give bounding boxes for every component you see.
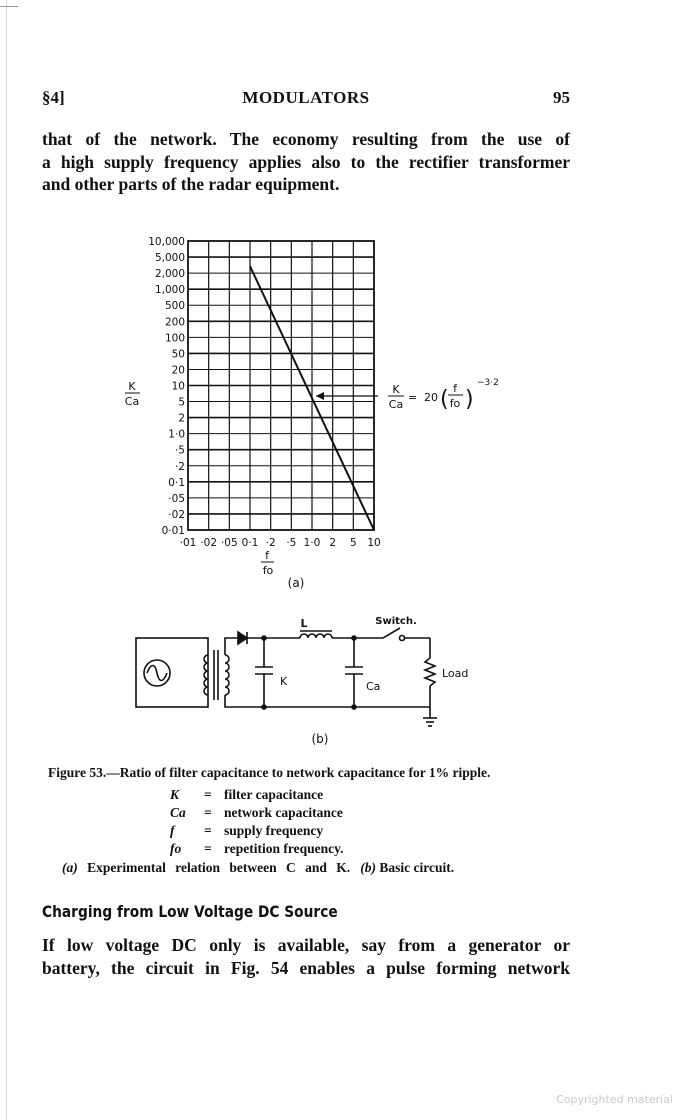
formula-frac-den: fo: [449, 397, 461, 410]
caption-text: —Ratio of filter capacitance to network capacitance for 1% ripple.: [106, 765, 491, 780]
definition-row: [170, 786, 344, 804]
subcaption-a-tag: (a): [62, 860, 78, 875]
subcaption-b-tag: (b): [360, 860, 376, 875]
y-tick-label: 20: [171, 364, 185, 377]
body-paragraph: [42, 934, 570, 979]
xlabel-numerator: f: [265, 549, 269, 562]
junction-dot: [262, 636, 266, 640]
y-tick-label: 2,000: [154, 268, 185, 281]
x-tick-label: ·05: [220, 537, 238, 549]
formula-coefficient: 20: [424, 391, 438, 404]
definition-row: [170, 840, 344, 858]
subcaption-b: [360, 860, 454, 875]
definition-row: [170, 804, 344, 822]
y-tick-label: 10,000: [148, 236, 185, 248]
y-tick-label: 1,000: [154, 284, 185, 297]
load-label: Load: [442, 667, 469, 680]
x-tick-label: ·2: [265, 537, 276, 549]
x-tick-labels: [180, 537, 381, 549]
y-tick-label: 200: [164, 316, 185, 329]
subfigure-captions: [62, 860, 532, 876]
definition-meaning: repetition frequency.: [224, 841, 344, 856]
body-line: battery, the circuit in Fig. 54 enables a pulse forming network: [42, 957, 570, 978]
definition-equals: =: [204, 841, 212, 856]
intro-line: a high supply frequency applies also to the rectifier transformer: [42, 151, 570, 172]
y-tick-label: 5,000: [154, 252, 185, 265]
x-tick-label: ·01: [179, 537, 197, 549]
y-tick-label: 5: [178, 396, 185, 409]
definition-equals: =: [204, 805, 212, 820]
formula-lparen: (: [440, 387, 449, 412]
y-tick-label: 1·0: [168, 428, 185, 441]
definition-symbol: Ca: [170, 805, 186, 820]
y-tick-label: 0·1: [168, 476, 185, 489]
intro-line: that of the network. The economy resulting from the use of: [42, 129, 570, 149]
inductor-label: L: [300, 617, 308, 630]
definition-equals: =: [204, 823, 212, 838]
switch-contact: [400, 636, 405, 641]
formula-rparen: ): [465, 387, 474, 412]
definition-meaning: filter capacitance: [224, 787, 324, 802]
x-tick-label: 5: [349, 537, 357, 549]
definition-row: [170, 822, 344, 840]
y-tick-label: ·02: [168, 508, 185, 521]
ylabel-numerator: K: [128, 380, 136, 393]
y-tick-label: ·5: [174, 444, 185, 457]
inductor-icon: [300, 634, 332, 638]
formula-frac-num: f: [453, 382, 457, 395]
section-heading: Charging from Low Voltage DC Source: [42, 902, 338, 921]
formula-equals: =: [408, 391, 418, 404]
y-tick-label: ·2: [174, 460, 185, 473]
panel-label-a: (a): [287, 576, 305, 590]
x-tick-label: ·5: [286, 537, 297, 549]
definition-meaning: network capacitance: [224, 805, 343, 820]
x-tick-label: 1·0: [303, 537, 321, 549]
y-tick-label: 0·01: [161, 525, 185, 537]
junction-dot: [352, 636, 356, 640]
y-tick-label: 500: [164, 300, 185, 313]
copyright-watermark: Copyrighted material: [556, 1093, 673, 1106]
formula-exponent: −3·2: [477, 378, 499, 388]
panel-label-b: (b): [311, 732, 329, 746]
y-tick-label: 10: [171, 380, 185, 393]
junction-dot: [352, 705, 356, 709]
definition-symbol: f: [170, 823, 175, 838]
x-tick-label: 10: [367, 537, 381, 549]
subcaption-a: [62, 860, 350, 875]
y-tick-labels: [148, 236, 185, 537]
subcaption-a-text: Experimental relation between C and K.: [87, 860, 351, 875]
x-tick-label: 2: [329, 537, 337, 549]
y-tick-label: 2: [178, 412, 185, 425]
symbol-definitions: [170, 786, 344, 858]
intro-line: and other parts of the radar equipment.: [42, 174, 340, 194]
formula-annotation: [388, 378, 499, 412]
body-line: If low voltage DC only is available, say from a generator or: [42, 935, 570, 955]
definition-symbol: fo: [170, 841, 182, 856]
formula-lhs-den: Ca: [388, 398, 404, 411]
figure-53a-chart: [125, 236, 499, 590]
junction-dot: [262, 705, 266, 709]
load-resistor-icon: [425, 658, 435, 686]
secondary-top-wire: [225, 638, 238, 655]
definition-symbol: K: [170, 787, 180, 802]
y-tick-label: ·05: [168, 492, 185, 505]
figure-label: Figure 53.: [48, 765, 107, 780]
y-tick-label: 50: [171, 348, 185, 361]
definition-meaning: supply frequency: [224, 823, 324, 838]
x-tick-label: 0·1: [241, 537, 259, 549]
xlabel-denominator: fo: [262, 564, 274, 577]
section-number: §4]: [42, 88, 65, 107]
switch-icon: [383, 628, 400, 638]
bottom-wire: [225, 695, 430, 707]
rectifier-diode-icon: [238, 632, 247, 644]
running-title: MODULATORS: [242, 88, 370, 107]
subcaption-b-text: Basic circuit.: [379, 860, 455, 875]
formula-lhs-num: K: [392, 383, 400, 396]
k-label: K: [280, 675, 288, 688]
x-tick-label: ·02: [200, 537, 218, 549]
x-axis-label: [261, 549, 274, 577]
figure-caption: [48, 764, 578, 782]
y-tick-label: 100: [164, 332, 185, 345]
ca-label: Ca: [366, 680, 381, 693]
y-axis-label: [125, 380, 140, 408]
formula-pointer-arrow: [316, 392, 324, 400]
definition-equals: =: [204, 787, 212, 802]
ylabel-denominator: Ca: [124, 395, 140, 408]
chart-grid: [188, 241, 374, 530]
switch-label: Switch.: [375, 616, 417, 627]
page-number: 95: [553, 88, 570, 107]
